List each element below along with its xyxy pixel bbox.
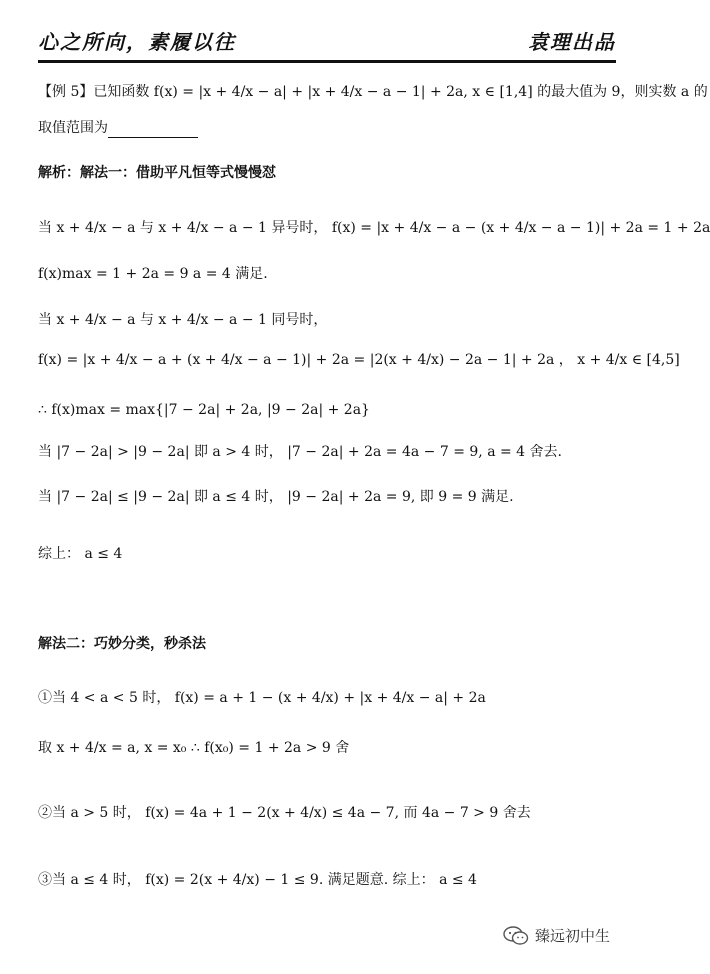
problem-line-1: 【例 5】已知函数 f(x) = |x + 4/x − a| + |x + 4/x − a − 1| + 2a, x ∈ [1,4] 的最大值为 9，则实数 a 的: [38, 84, 708, 100]
method1-line: f(x)max = 1 + 2a = 9 a = 4 满足.: [38, 266, 268, 282]
method2-case-2: ②当 a > 5 时， f(x) = 4a + 1 − 2(x + 4/x) ≤ 4a − 7, 而 4a − 7 > 9 舍去: [38, 805, 531, 821]
method2-case-1: ①当 4 < a < 5 时， f(x) = a + 1 − (x + 4/x) + |x + 4/x − a| + 2a: [38, 690, 486, 706]
problem-line-2-text: 取值范围为: [38, 120, 108, 136]
footer-account-name: 臻远初中生: [534, 926, 610, 945]
footer-watermark: [503, 925, 610, 947]
method2-title: 解法二：巧妙分类，秒杀法: [38, 636, 206, 652]
method1-line: 当 |7 − 2a| > |9 − 2a| 即 a > 4 时， |7 − 2a| + 2a = 4a − 7 = 9, a = 4 舍去.: [38, 444, 562, 460]
method1-line: f(x) = |x + 4/x − a + (x + 4/x − a − 1)| + 2a = |2(x + 4/x) − 2a − 1| + 2a ， x + 4/x ∈ [4,5]: [38, 352, 680, 368]
page-header: [38, 24, 616, 63]
method1-conclusion: 综上： a ≤ 4: [38, 546, 123, 562]
method2-case-3: ③当 a ≤ 4 时， f(x) = 2(x + 4/x) − 1 ≤ 9. 满足题意. 综上： a ≤ 4: [38, 872, 477, 888]
method1-line: ∴ f(x)max = max{|7 − 2a| + 2a, |9 − 2a| + 2a}: [38, 402, 370, 418]
answer-blank: [108, 123, 198, 138]
method1-line: 当 x + 4/x − a 与 x + 4/x − a − 1 异号时， f(x) = |x + 4/x − a − (x + 4/x − a − 1)| + 2a = 1 + 2a: [38, 220, 710, 236]
method1-line: 当 |7 − 2a| ≤ |9 − 2a| 即 a ≤ 4 时， |9 − 2a| + 2a = 9, 即 9 = 9 满足.: [38, 489, 514, 505]
method1-line: 当 x + 4/x − a 与 x + 4/x − a − 1 同号时，: [38, 312, 328, 328]
wechat-icon: [503, 926, 529, 946]
problem-line-2: [38, 118, 198, 138]
method2-line: 取 x + 4/x = a, x = x₀ ∴ f(x₀) = 1 + 2a > 9 舍: [38, 740, 350, 756]
header-author: 袁理出品: [528, 30, 616, 54]
header-motto: 心之所向，素履以往: [38, 30, 236, 54]
method1-title: 解析：解法一：借助平凡恒等式慢慢怼: [38, 165, 276, 181]
